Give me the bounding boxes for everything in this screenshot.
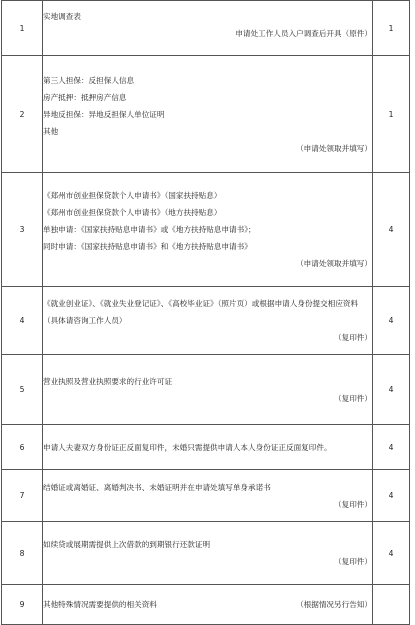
row-number: 4 — [2, 287, 43, 355]
item-note: （复印件） — [334, 557, 372, 566]
item-note: （复印件） — [334, 393, 372, 403]
row-count: 1 — [373, 1, 410, 56]
row-number: 6 — [2, 425, 43, 470]
item-text: 《就业创业证》、《就业失业登记证》、《高校毕业证》（照片页）或根据申请人身份提交相应资料（具体请咨询工作人员） — [43, 299, 359, 325]
row-content — [43, 425, 373, 470]
row-count: 4 — [373, 425, 410, 470]
row-number: 7 — [2, 470, 43, 522]
item-text: 第三人担保：反担保人信息 — [43, 75, 135, 85]
item-text: 实地调查表 — [43, 12, 81, 21]
table-row — [2, 287, 410, 355]
item-text: 申请人夫妻双方身份证正反面复印件，未婚只需提供申请人本人身份证正反面复印件。 — [43, 442, 332, 452]
row-count: 4 — [373, 355, 410, 425]
row-number: 9 — [2, 585, 43, 625]
table-row — [2, 1, 410, 56]
item-text: 营业执照及营业执照要求的行业许可证 — [43, 376, 173, 386]
item-text: 单独申请：《国家扶持贴息申请书》或《地方扶持贴息申请书》； — [43, 225, 256, 234]
table-row — [2, 470, 410, 522]
row-content — [43, 585, 373, 625]
row-count: 1 — [373, 56, 410, 173]
row-content — [43, 287, 373, 355]
item-text: 异地反担保：异地反担保人单位证明 — [43, 109, 165, 119]
item-text: 结婚证或离婚证、离婚判决书、未婚证明并在申请处填写单身承诺书 — [43, 482, 271, 492]
item-text: 《郑州市创业担保贷款个人申请书》（国家扶持贴息） — [43, 191, 222, 200]
row-number: 3 — [2, 173, 43, 287]
item-text: 房产抵押：抵押房产信息 — [43, 92, 127, 102]
item-text: 《郑州市创业担保贷款个人申请书》（地方扶持贴息） — [43, 208, 222, 217]
row-count: 4 — [373, 287, 410, 355]
row-number: 8 — [2, 522, 43, 585]
row-content — [43, 470, 373, 522]
row-content — [43, 56, 373, 173]
row-count: 4 — [373, 173, 410, 287]
row-content — [43, 522, 373, 585]
item-text: 其他 — [43, 126, 59, 136]
item-note: （复印件） — [334, 499, 372, 509]
table-row — [2, 355, 410, 425]
row-count: 4 — [373, 522, 410, 585]
table-row — [2, 173, 410, 287]
row-content — [43, 173, 373, 287]
row-content — [43, 355, 373, 425]
item-note: （根据情况另行告知） — [296, 600, 372, 609]
row-number: 2 — [2, 56, 43, 173]
row-count — [373, 585, 410, 625]
item-note: （复印件） — [334, 333, 372, 342]
item-text: 其他特殊情况需要提供的相关资料 — [43, 600, 157, 609]
table-row — [2, 522, 410, 585]
item-note: （申请处领取并填写） — [296, 259, 372, 268]
row-number: 5 — [2, 355, 43, 425]
item-note: （申请处领取并填写） — [296, 143, 372, 153]
document-table — [1, 0, 410, 625]
table-row — [2, 585, 410, 625]
item-text: 同时申请：《国家扶持贴息申请书》和《地方扶持贴息申请书》 — [43, 242, 252, 251]
table-row — [2, 425, 410, 470]
row-content — [43, 1, 373, 56]
item-text: 如续贷或展期需提供上次借款的到期银行还款证明 — [43, 540, 211, 549]
table-row — [2, 56, 410, 173]
item-note: 申请处工作人员入户调查后开具（原件） — [235, 29, 372, 38]
row-number: 1 — [2, 1, 43, 56]
row-count: 4 — [373, 470, 410, 522]
